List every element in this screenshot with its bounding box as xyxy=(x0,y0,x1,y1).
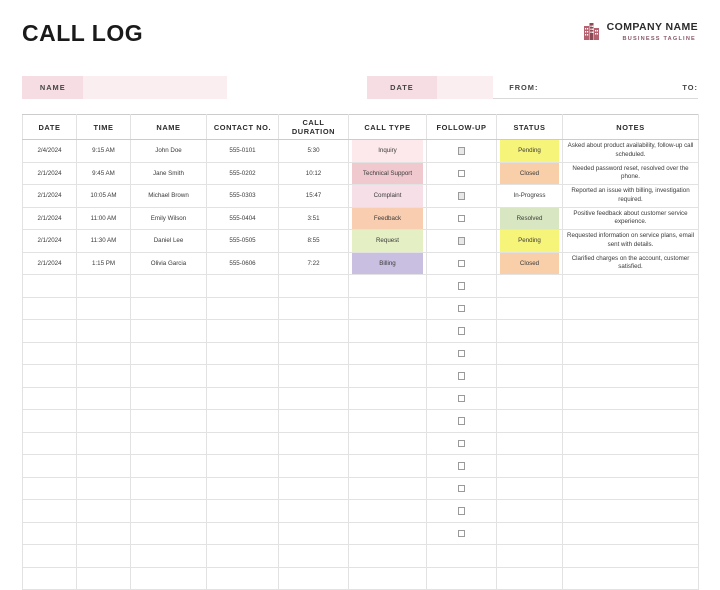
cell-name: Emily Wilson xyxy=(131,207,207,230)
cell-empty[interactable] xyxy=(497,410,563,433)
table-row[interactable] xyxy=(23,162,699,185)
cell-empty[interactable] xyxy=(279,455,349,478)
cell-name: Olivia Garcia xyxy=(131,252,207,275)
cell-empty[interactable] xyxy=(349,410,427,433)
cell-empty[interactable] xyxy=(427,567,497,590)
table-row-empty[interactable] xyxy=(23,297,699,320)
cell-empty[interactable] xyxy=(23,320,77,343)
cell-empty[interactable] xyxy=(279,410,349,433)
cell-follow-up[interactable] xyxy=(427,500,497,523)
cell-follow-up[interactable] xyxy=(427,522,497,545)
cell-empty[interactable] xyxy=(279,320,349,343)
page-title: CALL LOG xyxy=(22,20,144,46)
cell-call-type: Technical Support xyxy=(349,162,427,185)
cell-empty[interactable] xyxy=(207,500,279,523)
cell-empty[interactable] xyxy=(77,455,131,478)
to-label: TO: xyxy=(682,82,698,92)
cell-status: Closed xyxy=(497,252,563,275)
cell-empty[interactable] xyxy=(497,297,563,320)
cell-empty[interactable] xyxy=(207,455,279,478)
cell-empty[interactable] xyxy=(131,297,207,320)
follow-up-checkbox[interactable] xyxy=(458,462,466,470)
cell-date: 2/1/2024 xyxy=(23,185,77,208)
cell-empty[interactable] xyxy=(349,455,427,478)
cell-follow-up[interactable] xyxy=(427,320,497,343)
cell-empty[interactable] xyxy=(207,387,279,410)
cell-duration: 15:47 xyxy=(279,185,349,208)
cell-name: John Doe xyxy=(131,140,207,163)
cell-empty[interactable] xyxy=(131,567,207,590)
cell-duration: 8:55 xyxy=(279,230,349,253)
cell-name: Michael Brown xyxy=(131,185,207,208)
table-row-empty[interactable] xyxy=(23,275,699,298)
cell-status: Resolved xyxy=(497,207,563,230)
cell-empty[interactable] xyxy=(207,365,279,388)
cell-date: 2/4/2024 xyxy=(23,140,77,163)
table-row[interactable] xyxy=(23,230,699,253)
cell-call-type: Billing xyxy=(349,252,427,275)
cell-empty[interactable] xyxy=(23,432,77,455)
col-date: DATE xyxy=(23,115,77,140)
cell-empty[interactable] xyxy=(279,297,349,320)
cell-empty[interactable] xyxy=(77,387,131,410)
cell-empty[interactable] xyxy=(497,342,563,365)
cell-empty[interactable] xyxy=(23,500,77,523)
cell-time: 9:15 AM xyxy=(77,140,131,163)
cell-empty[interactable] xyxy=(23,455,77,478)
cell-date: 2/1/2024 xyxy=(23,252,77,275)
name-label: NAME xyxy=(22,76,83,99)
table-row-empty[interactable] xyxy=(23,567,699,590)
follow-up-checkbox[interactable] xyxy=(458,305,466,313)
cell-empty[interactable] xyxy=(497,500,563,523)
cell-follow-up[interactable] xyxy=(427,410,497,433)
cell-empty[interactable] xyxy=(77,365,131,388)
cell-empty[interactable] xyxy=(279,432,349,455)
cell-follow-up[interactable] xyxy=(427,275,497,298)
meta-bar xyxy=(22,76,698,99)
cell-call-type: Inquiry xyxy=(349,140,427,163)
cell-empty[interactable] xyxy=(563,387,699,410)
cell-empty[interactable] xyxy=(497,275,563,298)
follow-up-checkbox[interactable] xyxy=(458,530,466,538)
cell-empty[interactable] xyxy=(563,342,699,365)
cell-follow-up[interactable] xyxy=(427,387,497,410)
cell-empty[interactable] xyxy=(23,387,77,410)
col-call-type: CALL TYPE xyxy=(349,115,427,140)
cell-follow-up[interactable] xyxy=(427,432,497,455)
table-row-empty[interactable] xyxy=(23,500,699,523)
cell-empty[interactable] xyxy=(131,477,207,500)
cell-empty[interactable] xyxy=(279,275,349,298)
cell-follow-up[interactable] xyxy=(427,230,497,253)
cell-time: 9:45 AM xyxy=(77,162,131,185)
page-header xyxy=(22,18,698,62)
cell-empty[interactable] xyxy=(131,275,207,298)
cell-time: 11:00 AM xyxy=(77,207,131,230)
follow-up-checkbox[interactable] xyxy=(458,372,466,380)
cell-empty[interactable] xyxy=(563,297,699,320)
cell-empty[interactable] xyxy=(563,477,699,500)
call-log-table xyxy=(22,114,699,590)
cell-empty[interactable] xyxy=(207,297,279,320)
cell-empty[interactable] xyxy=(207,522,279,545)
cell-status: In-Progress xyxy=(497,185,563,208)
table-row-empty[interactable] xyxy=(23,432,699,455)
table-row[interactable] xyxy=(23,207,699,230)
cell-empty[interactable] xyxy=(77,342,131,365)
cell-empty[interactable] xyxy=(77,320,131,343)
date-input[interactable] xyxy=(437,76,494,99)
cell-empty[interactable] xyxy=(77,297,131,320)
follow-up-checkbox[interactable] xyxy=(458,417,466,425)
cell-empty[interactable] xyxy=(131,500,207,523)
col-notes: NOTES xyxy=(563,115,699,140)
cell-empty[interactable] xyxy=(77,522,131,545)
name-input[interactable] xyxy=(83,76,227,99)
cell-empty[interactable] xyxy=(497,477,563,500)
cell-time: 10:05 AM xyxy=(77,185,131,208)
cell-call-type: Feedback xyxy=(349,207,427,230)
cell-name: Jane Smith xyxy=(131,162,207,185)
follow-up-checkbox[interactable] xyxy=(458,485,466,493)
cell-contact: 555-0101 xyxy=(207,140,279,163)
cell-call-type: Complaint xyxy=(349,185,427,208)
cell-follow-up[interactable] xyxy=(427,207,497,230)
brand-tagline: BUSINESS TAGLINE xyxy=(622,35,696,42)
cell-empty[interactable] xyxy=(563,275,699,298)
cell-empty[interactable] xyxy=(77,567,131,590)
cell-empty[interactable] xyxy=(349,342,427,365)
cell-duration: 10:12 xyxy=(279,162,349,185)
cell-empty[interactable] xyxy=(207,410,279,433)
table-row-empty[interactable] xyxy=(23,477,699,500)
cell-empty[interactable] xyxy=(563,455,699,478)
cell-empty[interactable] xyxy=(279,365,349,388)
follow-up-checkbox[interactable] xyxy=(458,147,466,155)
call-log-table-wrap xyxy=(22,114,698,590)
follow-up-checkbox[interactable] xyxy=(458,215,466,223)
col-time: TIME xyxy=(77,115,131,140)
cell-empty[interactable] xyxy=(349,365,427,388)
table-row-empty[interactable] xyxy=(23,410,699,433)
table-row[interactable] xyxy=(23,252,699,275)
from-label: FROM: xyxy=(509,82,539,92)
cell-follow-up[interactable] xyxy=(427,455,497,478)
cell-empty[interactable] xyxy=(23,342,77,365)
cell-empty[interactable] xyxy=(497,455,563,478)
cell-empty[interactable] xyxy=(23,297,77,320)
follow-up-checkbox[interactable] xyxy=(458,282,466,290)
cell-empty[interactable] xyxy=(207,432,279,455)
follow-up-checkbox[interactable] xyxy=(458,395,466,403)
cell-empty[interactable] xyxy=(349,522,427,545)
cell-empty[interactable] xyxy=(497,320,563,343)
brand-text xyxy=(607,22,698,42)
follow-up-checkbox[interactable] xyxy=(458,192,466,200)
cell-empty[interactable] xyxy=(23,477,77,500)
cell-empty[interactable] xyxy=(207,275,279,298)
cell-empty[interactable] xyxy=(131,410,207,433)
cell-notes: Positive feedback about customer service experience. xyxy=(563,207,699,230)
cell-empty[interactable] xyxy=(563,500,699,523)
cell-notes: Requested information on service plans, email sent with details. xyxy=(563,230,699,253)
cell-empty[interactable] xyxy=(497,365,563,388)
cell-name: Daniel Lee xyxy=(131,230,207,253)
cell-empty[interactable] xyxy=(349,275,427,298)
table-row-empty[interactable] xyxy=(23,320,699,343)
col-contact-no: CONTACT NO. xyxy=(207,115,279,140)
cell-empty[interactable] xyxy=(349,320,427,343)
cell-empty[interactable] xyxy=(207,320,279,343)
table-row-empty[interactable] xyxy=(23,365,699,388)
cell-date: 2/1/2024 xyxy=(23,162,77,185)
cell-empty[interactable] xyxy=(563,432,699,455)
table-header-row xyxy=(23,115,699,140)
table-row[interactable] xyxy=(23,140,699,163)
cell-empty[interactable] xyxy=(497,387,563,410)
follow-up-checkbox[interactable] xyxy=(458,507,466,515)
cell-notes: Clarified charges on the account, customer satisfied. xyxy=(563,252,699,275)
from-field[interactable] xyxy=(493,76,602,99)
cell-empty[interactable] xyxy=(23,275,77,298)
follow-up-checkbox[interactable] xyxy=(458,327,466,335)
cell-contact: 555-0404 xyxy=(207,207,279,230)
cell-empty[interactable] xyxy=(279,500,349,523)
cell-follow-up[interactable] xyxy=(427,477,497,500)
to-field[interactable] xyxy=(602,76,698,99)
date-label: DATE xyxy=(367,76,436,99)
table-row[interactable] xyxy=(23,185,699,208)
cell-time: 11:30 AM xyxy=(77,230,131,253)
cell-empty[interactable] xyxy=(77,275,131,298)
cell-empty[interactable] xyxy=(207,477,279,500)
cell-empty[interactable] xyxy=(131,365,207,388)
cell-empty[interactable] xyxy=(207,567,279,590)
cell-status: Pending xyxy=(497,230,563,253)
cell-empty[interactable] xyxy=(497,432,563,455)
col-name: NAME xyxy=(131,115,207,140)
cell-empty[interactable] xyxy=(77,477,131,500)
cell-empty[interactable] xyxy=(497,522,563,545)
cell-status: Pending xyxy=(497,140,563,163)
cell-empty[interactable] xyxy=(131,432,207,455)
cell-empty[interactable] xyxy=(23,522,77,545)
cell-empty[interactable] xyxy=(23,410,77,433)
cell-empty[interactable] xyxy=(563,410,699,433)
cell-empty[interactable] xyxy=(279,567,349,590)
cell-duration: 7:22 xyxy=(279,252,349,275)
cell-call-type: Request xyxy=(349,230,427,253)
cell-notes: Reported an issue with billing, investigation required. xyxy=(563,185,699,208)
cell-empty[interactable] xyxy=(131,387,207,410)
col-status: STATUS xyxy=(497,115,563,140)
cell-duration: 5:30 xyxy=(279,140,349,163)
cell-empty[interactable] xyxy=(23,567,77,590)
cell-follow-up[interactable] xyxy=(427,162,497,185)
col-call-duration: CALL DURATION xyxy=(279,115,349,140)
table-row-empty[interactable] xyxy=(23,387,699,410)
cell-empty[interactable] xyxy=(349,567,427,590)
cell-empty[interactable] xyxy=(563,365,699,388)
table-body xyxy=(23,140,699,590)
cell-empty[interactable] xyxy=(349,297,427,320)
follow-up-checkbox[interactable] xyxy=(458,260,466,268)
cell-empty[interactable] xyxy=(131,320,207,343)
cell-follow-up[interactable] xyxy=(427,252,497,275)
cell-contact: 555-0606 xyxy=(207,252,279,275)
cell-notes: Needed password reset, resolved over the phone. xyxy=(563,162,699,185)
col-follow-up: FOLLOW-UP xyxy=(427,115,497,140)
cell-time: 1:15 PM xyxy=(77,252,131,275)
cell-empty[interactable] xyxy=(207,342,279,365)
meta-spacer xyxy=(227,76,367,99)
brand-block xyxy=(583,22,698,42)
cell-follow-up[interactable] xyxy=(427,140,497,163)
follow-up-checkbox[interactable] xyxy=(458,170,466,178)
cell-empty[interactable] xyxy=(131,342,207,365)
cell-empty[interactable] xyxy=(349,432,427,455)
building-icon xyxy=(583,22,600,41)
cell-empty[interactable] xyxy=(563,320,699,343)
cell-empty[interactable] xyxy=(279,522,349,545)
cell-duration: 3:51 xyxy=(279,207,349,230)
cell-empty[interactable] xyxy=(77,432,131,455)
cell-contact: 555-0505 xyxy=(207,230,279,253)
cell-empty[interactable] xyxy=(77,410,131,433)
cell-empty[interactable] xyxy=(23,365,77,388)
cell-status: Closed xyxy=(497,162,563,185)
cell-empty[interactable] xyxy=(349,477,427,500)
cell-empty[interactable] xyxy=(349,500,427,523)
cell-empty[interactable] xyxy=(349,387,427,410)
cell-follow-up[interactable] xyxy=(427,185,497,208)
follow-up-checkbox[interactable] xyxy=(458,350,466,358)
cell-empty[interactable] xyxy=(279,342,349,365)
cell-follow-up[interactable] xyxy=(427,297,497,320)
follow-up-checkbox[interactable] xyxy=(458,237,466,245)
cell-date: 2/1/2024 xyxy=(23,230,77,253)
cell-date: 2/1/2024 xyxy=(23,207,77,230)
cell-empty[interactable] xyxy=(279,387,349,410)
cell-contact: 555-0202 xyxy=(207,162,279,185)
cell-empty[interactable] xyxy=(279,477,349,500)
cell-follow-up[interactable] xyxy=(427,365,497,388)
table-row-empty[interactable] xyxy=(23,522,699,545)
cell-empty[interactable] xyxy=(563,567,699,590)
table-row-empty[interactable] xyxy=(23,342,699,365)
cell-contact: 555-0303 xyxy=(207,185,279,208)
cell-empty[interactable] xyxy=(497,567,563,590)
cell-empty[interactable] xyxy=(563,522,699,545)
cell-follow-up[interactable] xyxy=(427,342,497,365)
cell-notes: Asked about product availability, follow-up call scheduled. xyxy=(563,140,699,163)
cell-empty[interactable] xyxy=(131,455,207,478)
cell-empty[interactable] xyxy=(77,500,131,523)
table-row-empty[interactable] xyxy=(23,455,699,478)
cell-empty[interactable] xyxy=(131,522,207,545)
follow-up-checkbox[interactable] xyxy=(458,440,466,448)
brand-name: COMPANY NAME xyxy=(606,21,698,33)
